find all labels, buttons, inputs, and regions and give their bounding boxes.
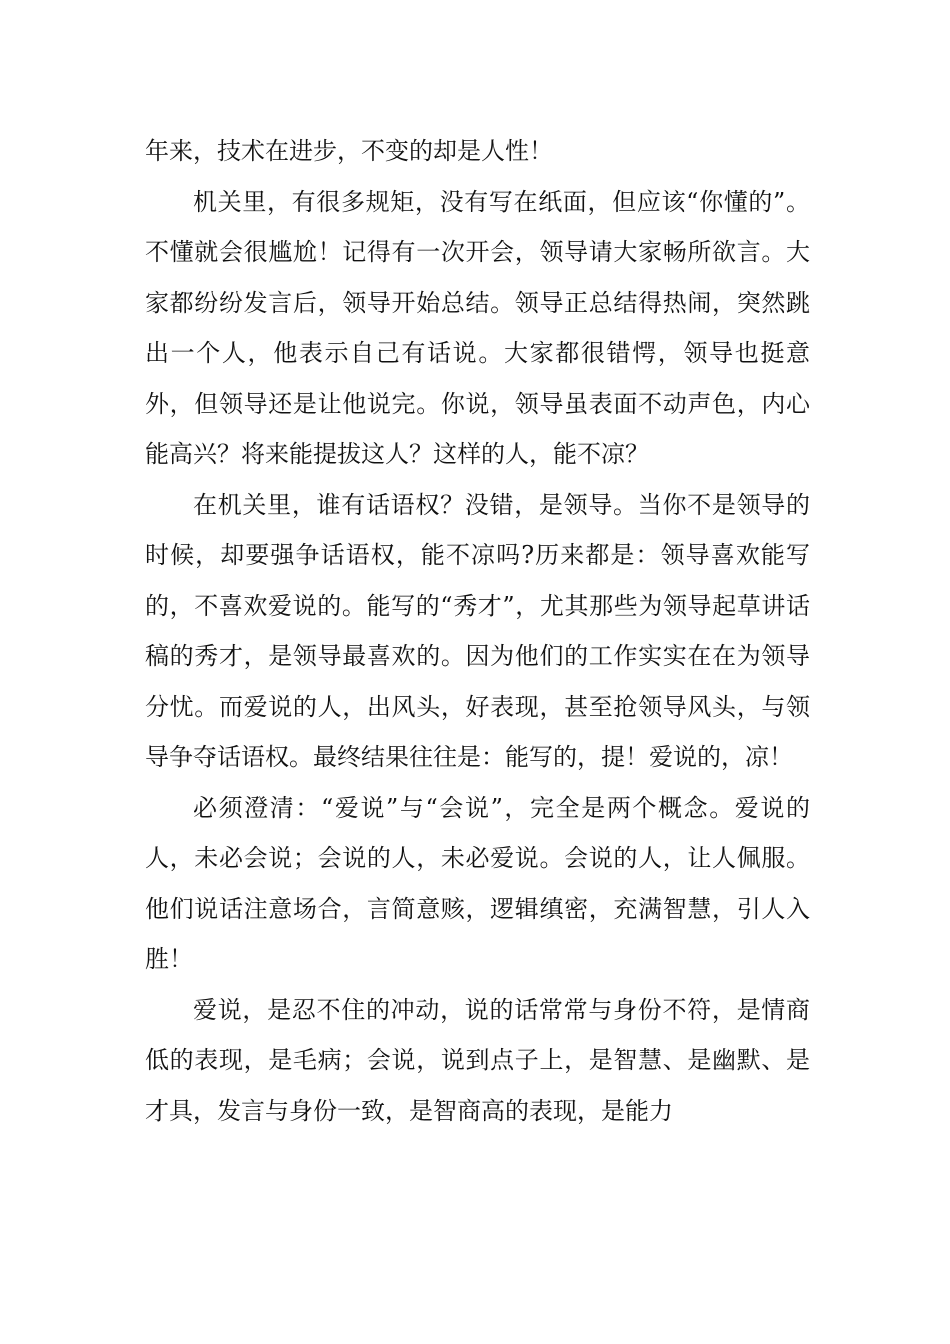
body-text (145, 126, 810, 1136)
paragraph-1: 年来，技术在进步，不变的却是人性！ (145, 137, 553, 165)
paragraph-4: 必须澄清：“爱说”与“会说”，完全是两个概念。爱说的人，未必会说；会说的人，未必爱说。会说的人，让人佩服。他们说话注意场合，言简意赅，逻辑缜密，充满智慧，引人入胜！ (145, 793, 810, 973)
paragraph-2: 机关里，有很多规矩，没有写在纸面，但应该“你懂的”。不懂就会很尴尬！记得有一次开会，领导请大家畅所欲言。大家都纷纷发言后，领导开始总结。领导正总结得热闹，突然跳出一个人，他表示自己有话说。大家都很错愕，领导也挺意外，但领导还是让他说完。你说，领导虽表面不动声色，内心能高兴？将来能提拔这人？这样的人，能不凉？ (145, 187, 810, 468)
paragraph-5: 爱说，是忍不住的冲动，说的话常常与身份不符，是情商低的表现，是毛病；会说，说到点子上，是智慧、是幽默、是才具，发言与身份一致，是智商高的表现，是能力 (145, 995, 810, 1125)
paragraph-3: 在机关里，谁有话语权？没错，是领导。当你不是领导的时候，却要强争话语权，能不凉吗?历来都是：领导喜欢能写的，不喜欢爱说的。能写的“秀才”，尤其那些为领导起草讲话稿的秀才，是领导最喜欢的。因为他们的工作实实在在为领导分忧。而爱说的人，出风头，好表现，甚至抢领导风头，与领导争夺话语权。最终结果往往是：能写的，提！爱说的，凉！ (145, 490, 810, 771)
